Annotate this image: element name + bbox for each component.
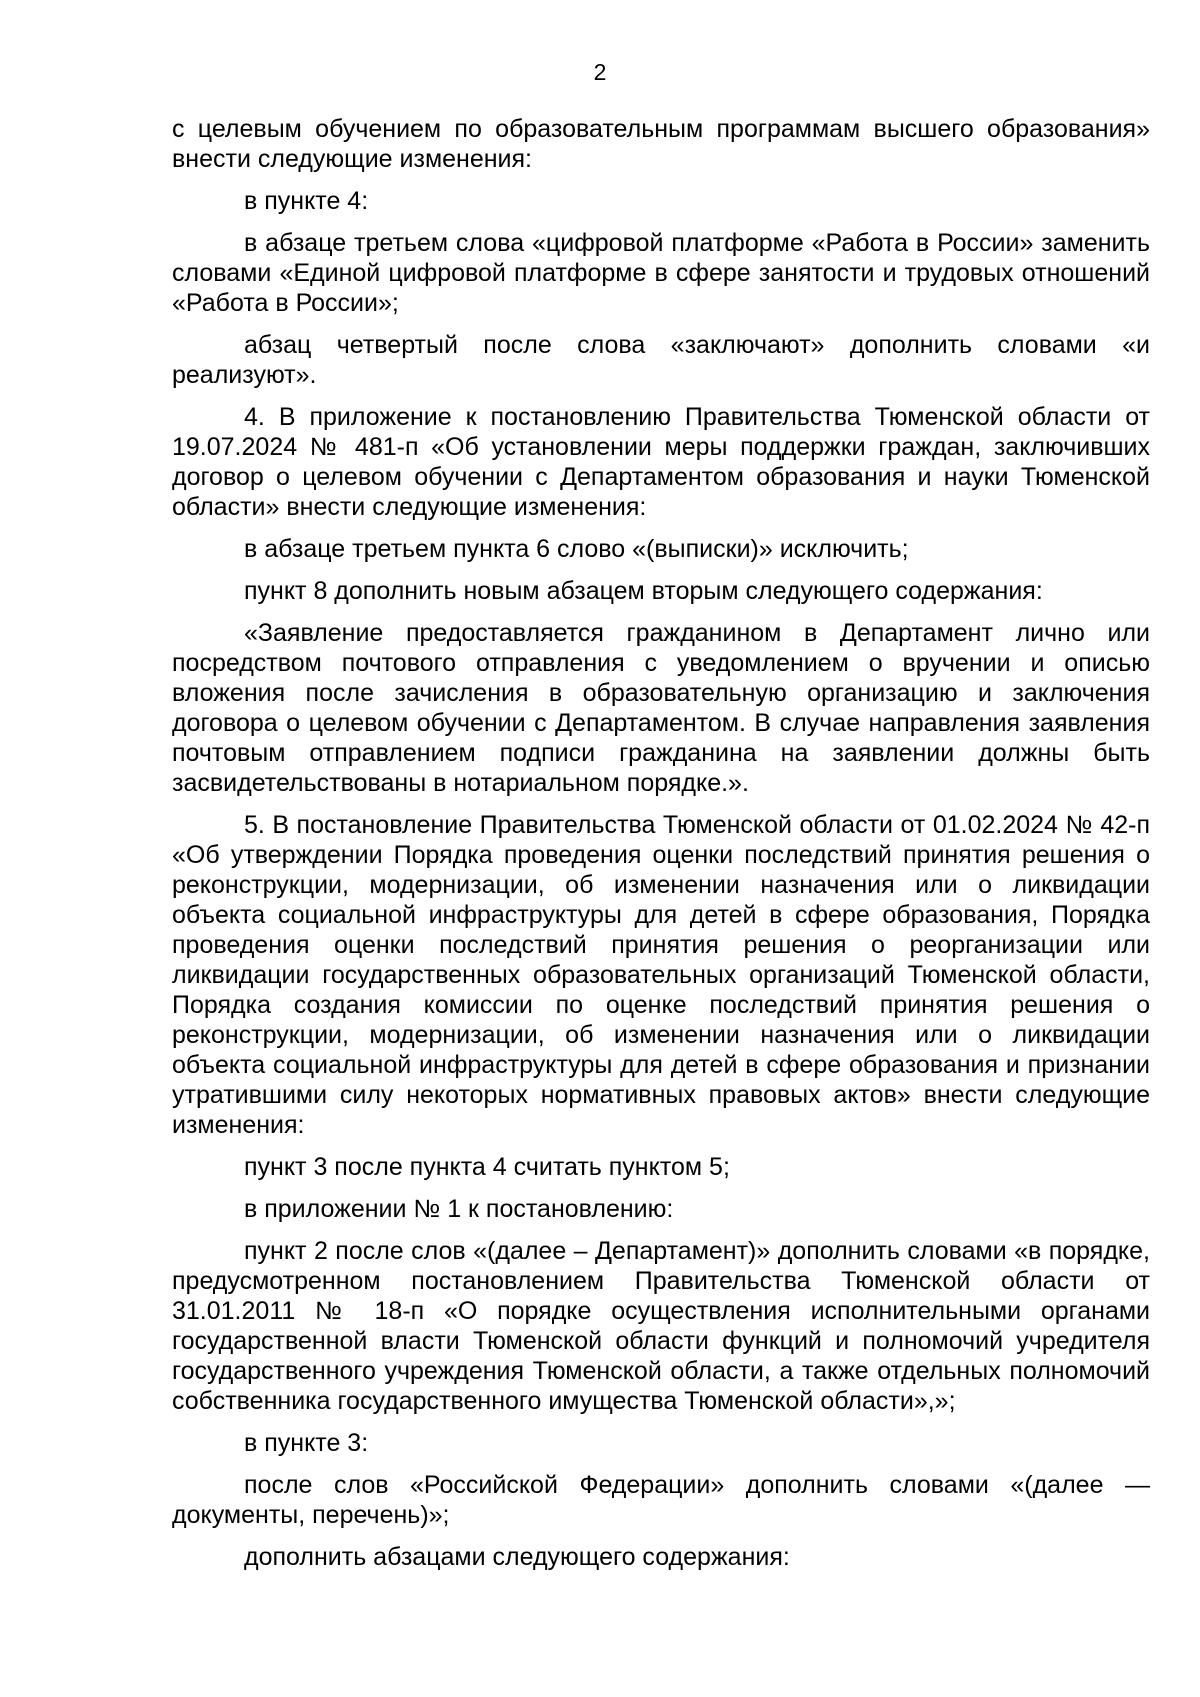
paragraph-3: в абзаце третьем слова «цифровой платформе «Работа в России» заменить словами «Единой цифровой платформе в сфере занятости и трудовых отношений «Работа в России»; xyxy=(172,229,1150,317)
paragraph-1: с целевым обучением по образовательным программам высшего образования» внести следующие изменения: xyxy=(172,115,1150,173)
paragraph-11: в приложении № 1 к постановлению: xyxy=(244,1195,674,1223)
paragraph-2: в пункте 4: xyxy=(244,187,369,215)
paragraph-13: в пункте 3: xyxy=(244,1429,369,1457)
page-number: 2 xyxy=(593,59,607,85)
paragraph-8: «Заявление предоставляется гражданином в Департамент лично или посредством почтового отправления с уведомлением о вручении и описью вложения после зачисления в образовательную организацию и заключения договора о целевом обучении с Департаментом. В случае направления заявления почтовым отправлением подписи гражданина на заявлении должны быть засвидетельствованы в нотариальном порядке.». xyxy=(172,619,1150,797)
paragraph-6: в абзаце третьем пункта 6 слово «(выписки)» исключить; xyxy=(244,535,909,563)
paragraph-12: пункт 2 после слов «(далее – Департамент)» дополнить словами «в порядке, предусмотренном постановлением Правительства Тюменской области от 31.01.2011 № 18-п «О порядке осуществления исполнительными органами государственной власти Тюменской области функций и полномочий учредителя государственного учреждения Тюменской области, а также отдельных полномочий собственника государственного имущества Тюменской области»,»; xyxy=(172,1237,1150,1415)
paragraph-9: 5. В постановление Правительства Тюменской области от 01.02.2024 № 42-п «Об утверждении Порядка проведения оценки последствий принятия решения о реконструкции, модернизации, об изменении назначения или о ликвидации объекта социальной инфраструктуры для детей в сфере образования, Порядка проведения оценки последствий принятия решения о реорганизации или ликвидации государственных образовательных организаций Тюменской области, Порядка создания комиссии по оценке последствий принятия решения о реконструкции, модернизации, об изменении назначения или о ликвидации объекта социальной инфраструктуры для детей в сфере образования и признании утратившими силу некоторых нормативных правовых актов» внести следующие изменения: xyxy=(172,811,1150,1139)
paragraph-4: абзац четвертый после слова «заключают» дополнить словами «и реализуют». xyxy=(172,331,1150,389)
document-body xyxy=(172,114,1150,1584)
paragraph-5: 4. В приложение к постановлению Правительства Тюменской области от 19.07.2024 № 481-п «Об установлении меры поддержки граждан, заключивших договор о целевом обучении с Департаментом образования и науки Тюменской области» внести следующие изменения: xyxy=(172,403,1150,521)
paragraph-10: пункт 3 после пункта 4 считать пунктом 5; xyxy=(244,1153,730,1181)
paragraph-7: пункт 8 дополнить новым абзацем вторым следующего содержания: xyxy=(244,577,1043,605)
paragraph-15: дополнить абзацами следующего содержания: xyxy=(244,1543,790,1571)
paragraph-14: после слов «Российской Федерации» дополнить словами «(далее — документы, перечень)»; xyxy=(172,1471,1150,1529)
